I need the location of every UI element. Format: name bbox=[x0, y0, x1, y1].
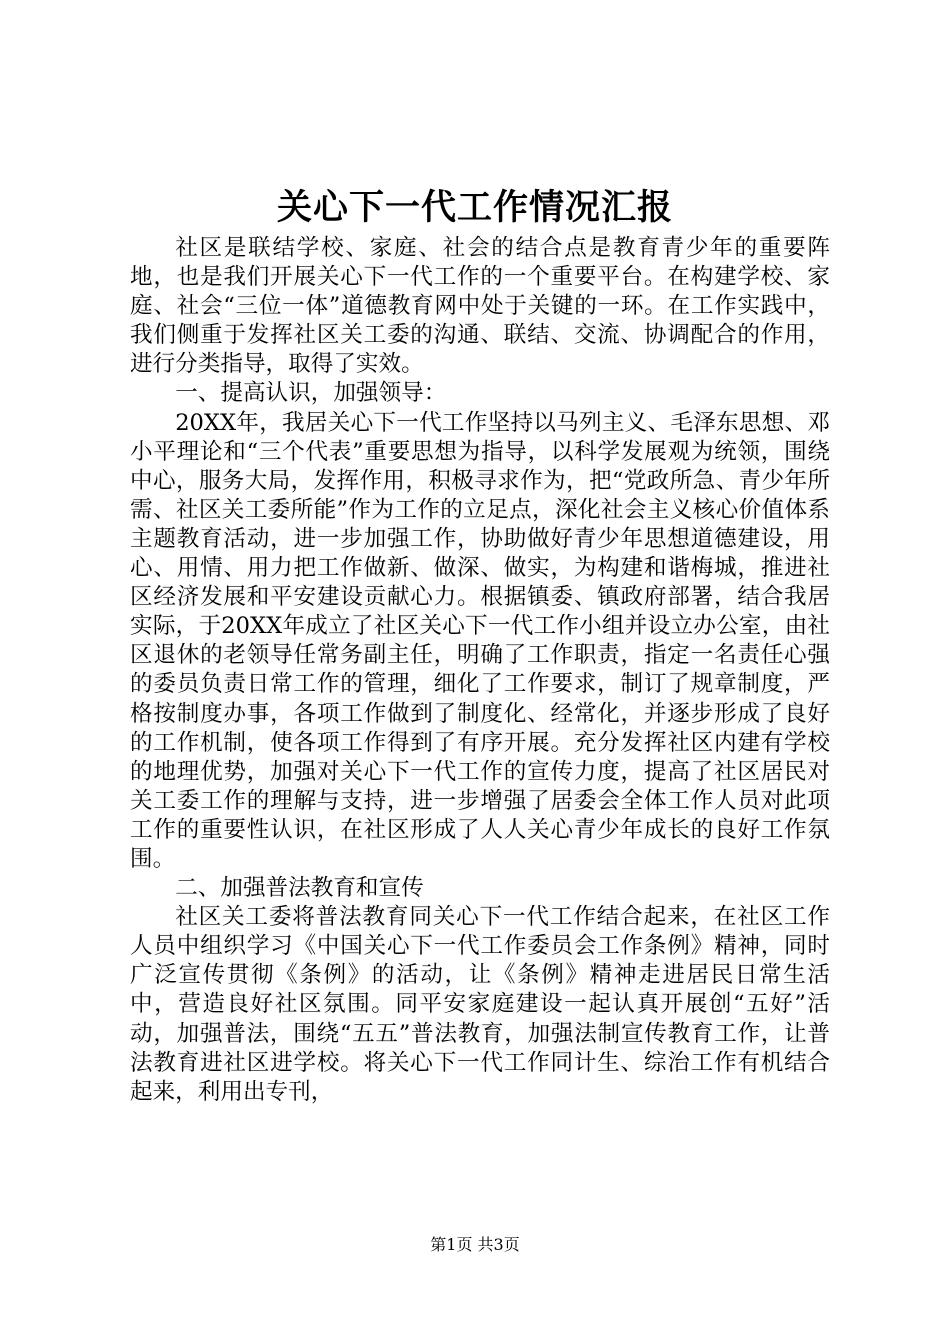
page-number-footer: 第1页 共3页 bbox=[430, 1235, 520, 1254]
document-title: 关心下一代工作情况汇报 bbox=[276, 187, 673, 228]
document-body bbox=[130, 234, 830, 1107]
paragraph-section-1: 20XX年，我居关心下一代工作坚持以马列主义、毛泽东思想、邓小平理论和“三个代表”重要思想为指导，以科学发展观为统领，围绕中心，服务大局，发挥作用，积极寻求作为，把“党政所急、青少年所需、社区关工委所能”作为工作的立足点，深化社会主义核心价值体系主题教育活动，进一步加强工作，协助做好青少年思想道德建设，用心、用情、用力把工作做新、做深、做实，为构建和谐梅城，推进社区经济发展和平安建设贡献心力。根据镇委、镇政府部署，结合我居实际，于20XX年成立了社区关心下一代工作小组并设立办公室，由社区退休的老领导任常务副主任，明确了工作职责，指定一名责任心强的委员负责日常工作的管理，细化了工作要求，制订了规章制度，严格按制度办事，各项工作做到了制度化、经常化，并逐步形成了良好的工作机制，使各项工作得到了有序开展。充分发挥社区内建有学校的地理优势，加强对关心下一代工作的宣传力度，提高了社区居民对关工委工作的理解与支持，进一步增强了居委会全体工作人员对此项工作的重要性认识，在社区形成了人人关心青少年成长的良好工作氛围。 bbox=[130, 409, 830, 872]
section-heading-2: 二、加强普法教育和宣传 bbox=[175, 875, 424, 902]
paragraph-intro: 社区是联结学校、家庭、社会的结合点是教育青少年的重要阵地，也是我们开展关心下一代工作的一个重要平台。在构建学校、家庭、社会“三位一体”道德教育网中处于关键的一环。在工作实践中，我们侧重于发挥社区关工委的沟通、联结、交流、协调配合的作用，进行分类指导，取得了实效。 bbox=[130, 235, 830, 378]
paragraph-section-2: 社区关工委将普法教育同关心下一代工作结合起来，在社区工作人员中组织学习《中国关心下一代工作委员会工作条例》精神，同时广泛宣传贯彻《条例》的活动，让《条例》精神走进居民日常生活中，营造良好社区氛围。同平安家庭建设一起认真开展创“五好”活动，加强普法，围绕“五五”普法教育，加强法制宣传教育工作，让普法教育进社区进学校。将关心下一代工作同计生、综治工作有机结合起来，利用出专刊， bbox=[130, 904, 830, 1105]
section-heading-1: 一、提高认识，加强领导： bbox=[175, 380, 447, 407]
